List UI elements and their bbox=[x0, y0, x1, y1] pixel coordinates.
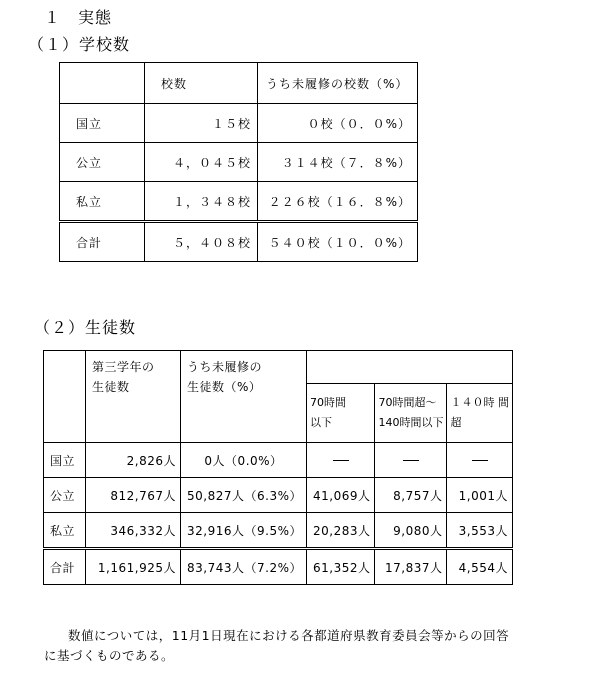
unfinished-count-cell: ３１４校（７．８%） bbox=[258, 143, 418, 182]
h70-cell: 20,283人 bbox=[306, 513, 375, 549]
over140-cell: 4,554人 bbox=[447, 549, 513, 585]
table-header-row bbox=[44, 351, 513, 384]
unfinished-count-cell: ２２６校（１６．８%） bbox=[258, 182, 418, 222]
header-cell-70-140h: 70時間超～ 140時間以下 bbox=[375, 384, 447, 443]
header-cell: うち未履修の校数（%） bbox=[258, 63, 418, 104]
row-label: 公立 bbox=[60, 143, 145, 182]
header-cell bbox=[60, 63, 145, 104]
h140-cell bbox=[375, 443, 447, 478]
row-label: 合計 bbox=[60, 222, 145, 262]
footnote-line: に基づくものである。 bbox=[44, 648, 175, 663]
h140-cell: 9,080人 bbox=[375, 513, 447, 549]
over140-cell bbox=[447, 443, 513, 478]
unfinished-cell: 0人（0.0%） bbox=[181, 443, 307, 478]
row-label: 私立 bbox=[60, 182, 145, 222]
unfinished-count-cell: ０校（０．０%） bbox=[258, 104, 418, 143]
unfinished-count-cell: ５４０校（１０．０%） bbox=[258, 222, 418, 262]
footnote bbox=[44, 626, 564, 666]
over140-cell: 3,553人 bbox=[447, 513, 513, 549]
h140-cell: 17,837人 bbox=[375, 549, 447, 585]
table-row bbox=[60, 104, 418, 143]
table-row bbox=[60, 143, 418, 182]
student-count-title: （２）生徒数 bbox=[34, 318, 137, 337]
unfinished-cell: 32,916人（9.5%） bbox=[181, 513, 307, 549]
h70-cell: 41,069人 bbox=[306, 478, 375, 513]
header-cell-over-140h: １４０時 間 超 bbox=[447, 384, 513, 443]
third-year-cell: 2,826人 bbox=[86, 443, 181, 478]
header-cell-70h: 70時間 以下 bbox=[306, 384, 375, 443]
third-year-cell: 346,332人 bbox=[86, 513, 181, 549]
footnote-line: 数値については，11月1日現在における各都道府県教育委員会等からの回答 bbox=[68, 628, 510, 643]
school-count-table bbox=[59, 62, 418, 262]
student-count-table bbox=[43, 350, 513, 585]
header-cell: 校数 bbox=[145, 63, 258, 104]
row-label: 国立 bbox=[60, 104, 145, 143]
row-label: 合計 bbox=[44, 549, 86, 585]
row-label: 私立 bbox=[44, 513, 86, 549]
dash-mark bbox=[403, 460, 419, 461]
header-cell bbox=[44, 351, 86, 443]
unfinished-cell: 50,827人（6.3%） bbox=[181, 478, 307, 513]
h70-cell: 61,352人 bbox=[306, 549, 375, 585]
row-label: 公立 bbox=[44, 478, 86, 513]
over140-cell: 1,001人 bbox=[447, 478, 513, 513]
table-row-total bbox=[44, 549, 513, 585]
header-cell bbox=[306, 351, 512, 384]
table-row bbox=[44, 513, 513, 549]
third-year-cell: 1,161,925人 bbox=[86, 549, 181, 585]
school-count-cell: ４，０４５校 bbox=[145, 143, 258, 182]
table-row bbox=[60, 182, 418, 222]
table-row-total bbox=[60, 222, 418, 262]
dash-mark bbox=[333, 460, 349, 461]
school-count-cell: １，３４８校 bbox=[145, 182, 258, 222]
header-cell: 第三学年の 生徒数 bbox=[86, 351, 181, 443]
h70-cell bbox=[306, 443, 375, 478]
school-count-cell: ５，４０８校 bbox=[145, 222, 258, 262]
table-row bbox=[44, 443, 513, 478]
header-cell: うち未履修の 生徒数（%） bbox=[181, 351, 307, 443]
table-header-row bbox=[60, 63, 418, 104]
h140-cell: 8,757人 bbox=[375, 478, 447, 513]
row-label: 国立 bbox=[44, 443, 86, 478]
section-title: １ 実態 bbox=[44, 8, 113, 27]
table-row bbox=[44, 478, 513, 513]
school-count-cell: １５校 bbox=[145, 104, 258, 143]
unfinished-cell: 83,743人（7.2%） bbox=[181, 549, 307, 585]
third-year-cell: 812,767人 bbox=[86, 478, 181, 513]
dash-mark bbox=[472, 460, 488, 461]
school-count-title: （１）学校数 bbox=[28, 35, 131, 54]
